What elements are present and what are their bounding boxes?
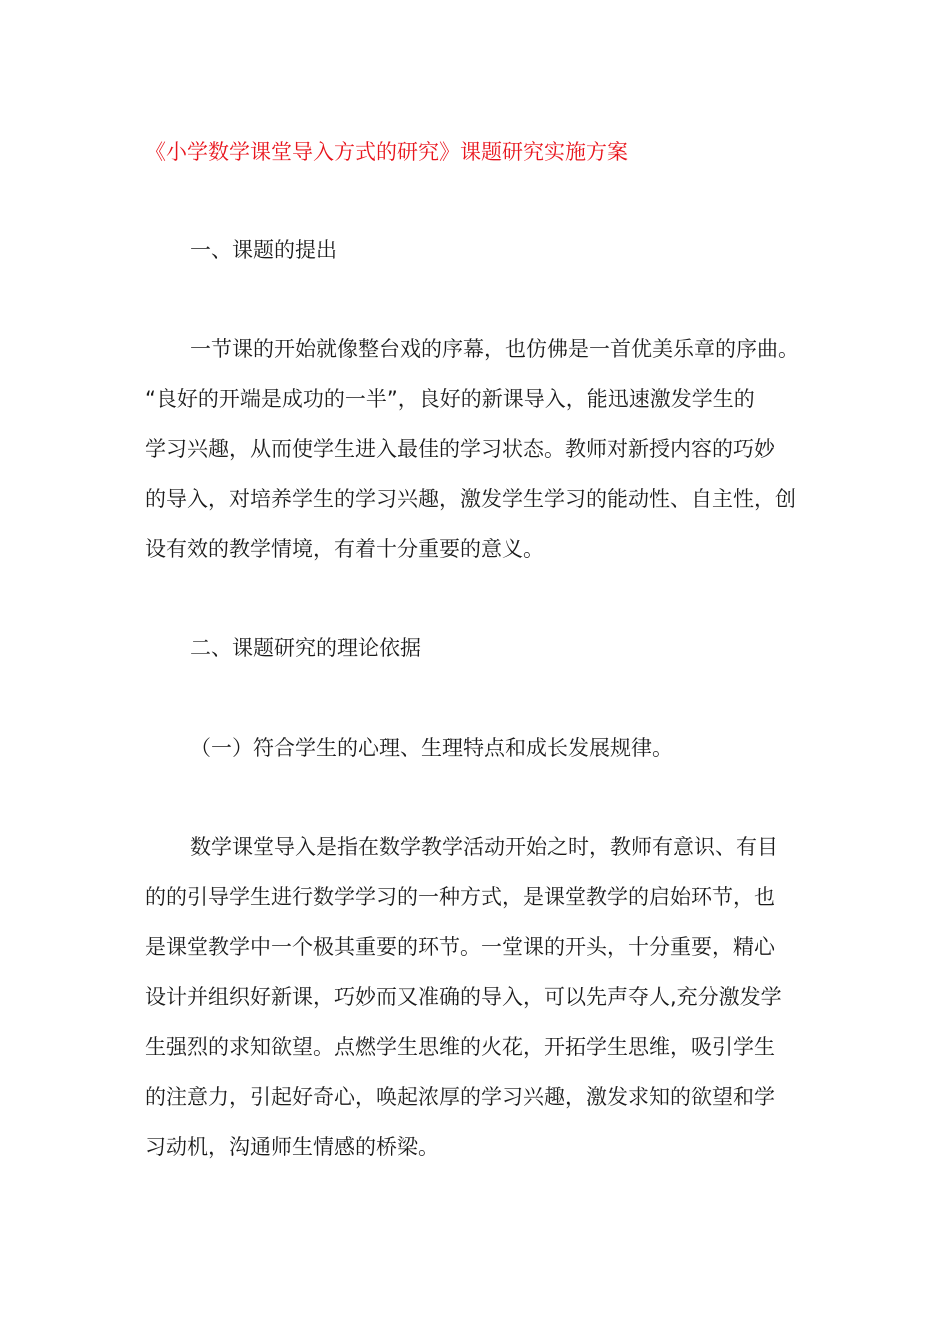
paragraph-line: 的导入，对培养学生的学习兴趣，激发学生学习的能动性、自主性，创 — [145, 487, 796, 511]
paragraph-line: 设有效的教学情境，有着十分重要的意义。 — [145, 537, 544, 561]
section-heading-2: 二、课题研究的理论依据 — [190, 636, 421, 660]
paragraph-line: 的的引导学生进行数学学习的一种方式，是课堂教学的启始环节，也 — [145, 885, 775, 909]
paragraph-line: 是课堂教学中一个极其重要的环节。一堂课的开头，十分重要，精心 — [145, 935, 775, 959]
document-title: 《小学数学课堂导入方式的研究》课题研究实施方案 — [145, 140, 628, 164]
section-heading-1: 一、课题的提出 — [190, 238, 337, 262]
paragraph-line: 学习兴趣，从而使学生进入最佳的学习状态。教师对新授内容的巧妙 — [145, 437, 775, 461]
sub-heading-1: （一）符合学生的心理、生理特点和成长发展规律。 — [190, 736, 673, 760]
paragraph-1 — [145, 333, 815, 583]
paragraph-line: “良好的开端是成功的一半”，良好的新课导入，能迅速激发学生的 — [145, 387, 755, 411]
paragraph-line: 设计并组织好新课，巧妙而又准确的导入，可以先声夺人,充分激发学 — [145, 985, 782, 1009]
paragraph-line: 的注意力，引起好奇心，唤起浓厚的学习兴趣，激发求知的欲望和学 — [145, 1085, 775, 1109]
paragraph-2 — [145, 831, 815, 1181]
paragraph-line: 一节课的开始就像整台戏的序幕，也仿佛是一首优美乐章的序曲。 — [190, 337, 799, 361]
paragraph-line: 数学课堂导入是指在数学教学活动开始之时，教师有意识、有目 — [190, 835, 778, 859]
paragraph-line: 生强烈的求知欲望。点燃学生思维的火花，开拓学生思维，吸引学生 — [145, 1035, 775, 1059]
paragraph-line: 习动机，沟通师生情感的桥梁。 — [145, 1135, 439, 1159]
